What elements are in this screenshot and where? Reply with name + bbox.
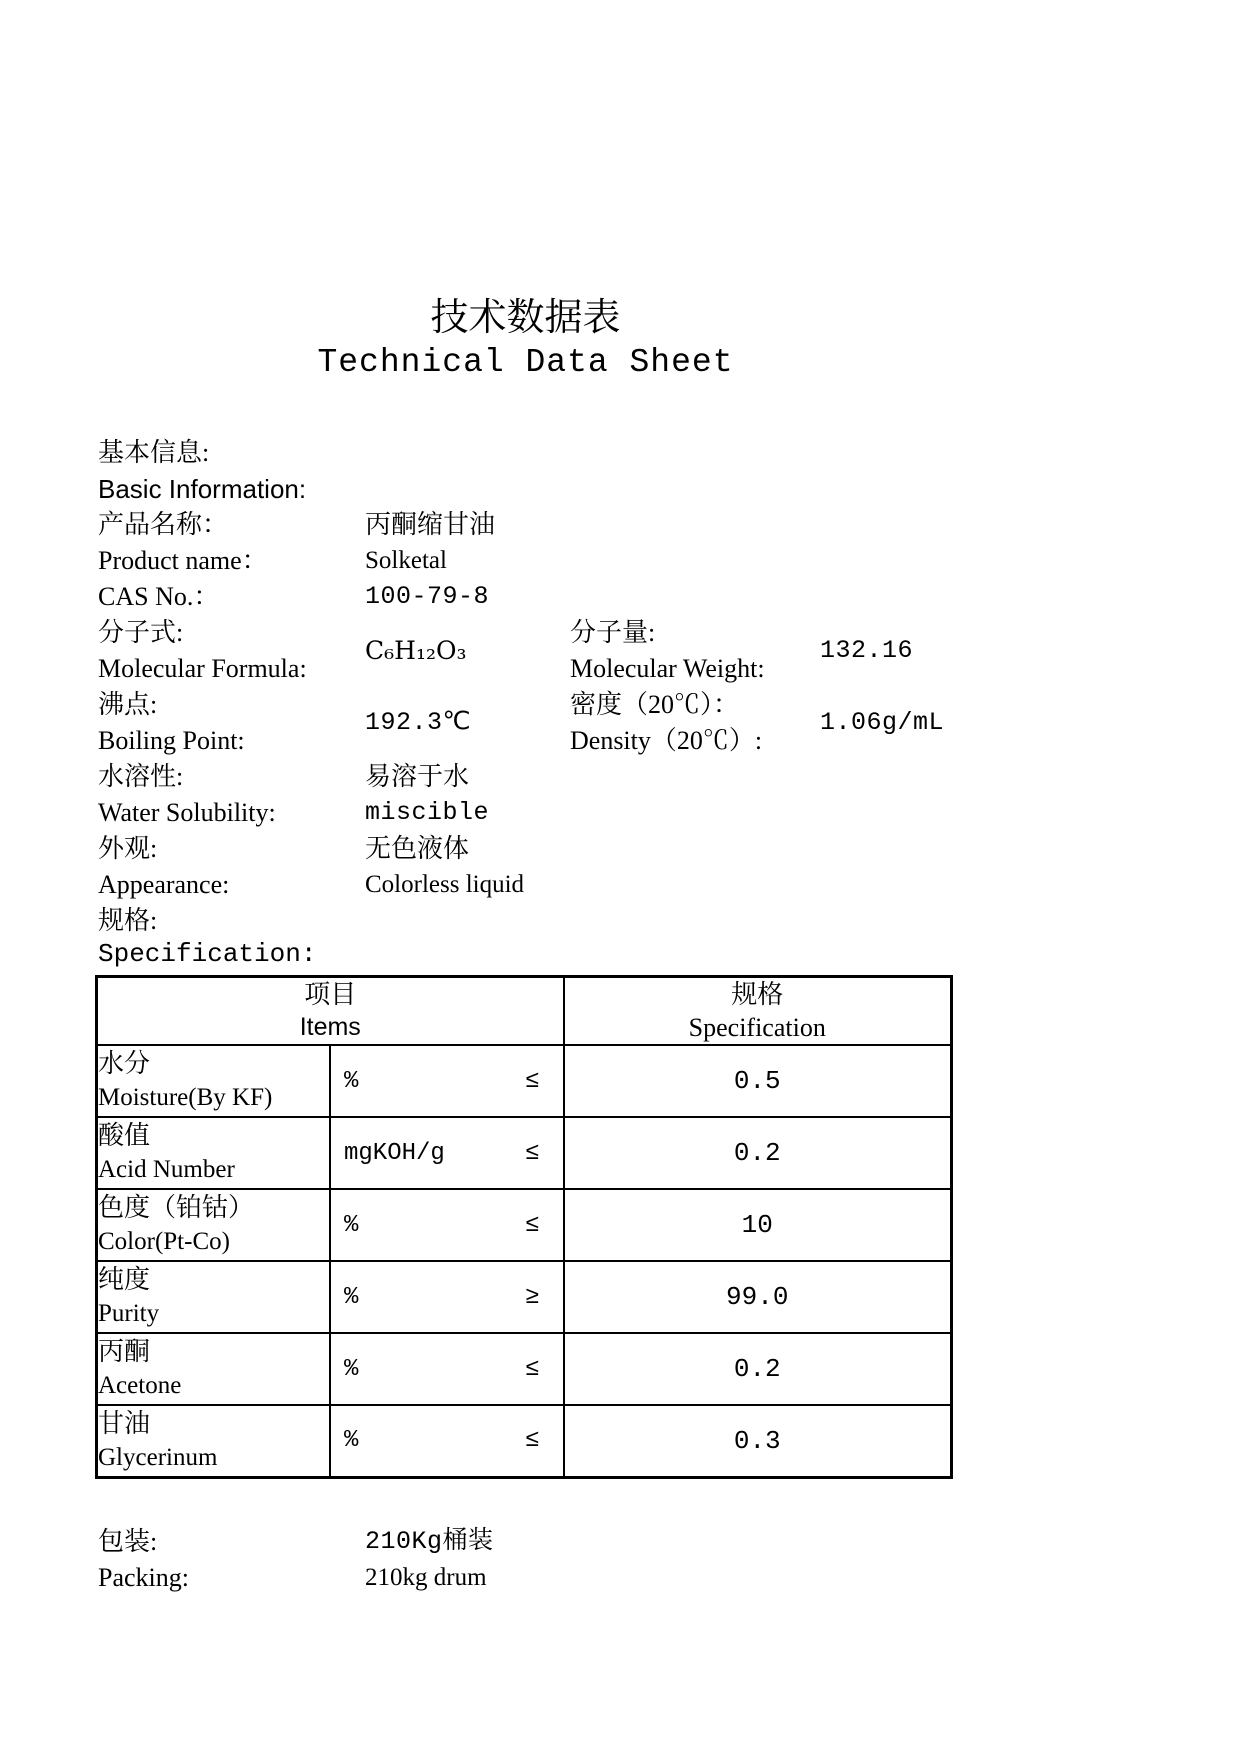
solubility-row-zh <box>98 759 953 795</box>
item-spec-value: 0.2 <box>564 1333 952 1405</box>
packing-section <box>98 1524 953 1596</box>
item-operator: ≤ <box>525 1355 540 1383</box>
spec-row-glycerinum <box>97 1405 952 1477</box>
density-label-en: Density（20℃）: <box>570 726 763 755</box>
item-spec-value: 99.0 <box>564 1261 952 1333</box>
item-name-zh: 色度（铂钴） <box>98 1193 255 1222</box>
product-name-value-en: Solketal <box>365 547 447 574</box>
item-unit-cell <box>330 1261 564 1333</box>
weight-label-zh: 分子量: <box>570 618 656 647</box>
appearance-label-zh: 外观: <box>98 834 158 863</box>
boiling-density-row <box>98 687 953 759</box>
density-value: 1.06g/mL <box>820 708 945 737</box>
spec-row-acid-number <box>97 1117 952 1189</box>
header-items-en: Items <box>299 1013 361 1041</box>
item-name-cell <box>97 1261 331 1333</box>
packing-label-zh: 包装: <box>98 1526 158 1556</box>
solubility-label-zh: 水溶性: <box>98 762 184 791</box>
cas-value: 100-79-8 <box>365 582 490 611</box>
solubility-label-en: Water Solubility: <box>98 798 276 827</box>
item-unit-cell <box>330 1405 564 1477</box>
basic-info-heading-en: Basic Information: <box>98 474 307 504</box>
formula-label-en: Molecular Formula: <box>98 654 307 683</box>
item-name-cell <box>97 1405 331 1477</box>
item-name-en: Color(Pt-Co) <box>98 1228 230 1255</box>
spec-row-moisture <box>97 1045 952 1117</box>
item-name-cell <box>97 1045 331 1117</box>
item-name-zh: 水分 <box>98 1049 151 1078</box>
item-name-zh: 酸值 <box>98 1121 151 1150</box>
boiling-value: 192.3℃ <box>365 708 472 737</box>
spec-row-purity <box>97 1261 952 1333</box>
weight-label-en: Molecular Weight: <box>570 654 765 683</box>
packing-row-en <box>98 1560 953 1596</box>
boiling-label-en: Boiling Point: <box>98 726 245 755</box>
page-title-zh: 技术数据表 <box>430 297 621 339</box>
spec-row-acetone <box>97 1333 952 1405</box>
item-unit: % <box>344 1283 359 1311</box>
weight-label <box>570 615 820 687</box>
packing-value-en: 210kg drum <box>365 1563 487 1591</box>
item-unit-cell <box>330 1189 564 1261</box>
product-name-label-zh: 产品名称： <box>98 510 229 539</box>
item-unit: % <box>344 1211 359 1239</box>
item-unit-cell <box>330 1045 564 1117</box>
item-name-en: Acid Number <box>98 1156 235 1183</box>
solubility-value-en: miscible <box>365 798 490 827</box>
packing-label-en: Packing: <box>98 1562 189 1592</box>
packing-row-zh <box>98 1524 953 1560</box>
cas-row <box>98 579 953 615</box>
item-operator: ≤ <box>525 1427 540 1455</box>
packing-value-zh: 210Kg桶装 <box>365 1526 494 1556</box>
specification-table <box>95 975 953 1479</box>
item-unit: % <box>344 1067 359 1095</box>
product-name-value-zh: 丙酮缩甘油 <box>365 510 496 539</box>
boiling-label-zh: 沸点: <box>98 690 158 719</box>
item-unit-cell <box>330 1333 564 1405</box>
item-name-en: Purity <box>98 1300 160 1327</box>
page-title-en: Technical Data Sheet <box>317 344 734 381</box>
item-name-en: Glycerinum <box>98 1443 218 1471</box>
item-spec-value: 0.2 <box>564 1117 952 1189</box>
item-name-en: Acetone <box>98 1372 182 1399</box>
basic-info-heading-zh: 基本信息: <box>98 438 210 467</box>
item-unit: mgKOH/g <box>344 1139 445 1167</box>
formula-label-zh: 分子式: <box>98 618 184 647</box>
solubility-row-en <box>98 795 953 831</box>
item-operator: ≤ <box>525 1211 540 1239</box>
appearance-value-en: Colorless liquid <box>365 871 525 898</box>
formula-weight-row <box>98 615 953 687</box>
density-label <box>570 687 820 759</box>
product-name-row-zh <box>98 507 953 543</box>
spec-row-color <box>97 1189 952 1261</box>
item-operator: ≤ <box>525 1067 540 1095</box>
spec-heading-en: Specification: <box>98 939 317 969</box>
boiling-label <box>98 687 365 759</box>
item-spec-value: 0.5 <box>564 1045 952 1117</box>
item-name-zh: 丙酮 <box>98 1337 151 1366</box>
formula-label <box>98 615 365 687</box>
item-name-zh: 纯度 <box>98 1265 151 1294</box>
item-name-cell <box>97 1333 331 1405</box>
cas-label: CAS No.： <box>98 582 220 611</box>
item-spec-value: 10 <box>564 1189 952 1261</box>
header-spec-en: Specification <box>688 1013 826 1042</box>
item-name-cell <box>97 1189 331 1261</box>
formula-value: C₆H₁₂O₃ <box>365 636 467 665</box>
appearance-row-en <box>98 867 953 903</box>
item-name-zh: 甘油 <box>98 1408 151 1438</box>
product-name-label-en: Product name： <box>98 546 268 575</box>
item-unit-cell <box>330 1117 564 1189</box>
appearance-value-zh: 无色液体 <box>365 834 470 863</box>
item-operator: ≤ <box>525 1139 540 1167</box>
header-items-zh: 项目 <box>304 980 357 1009</box>
solubility-value-zh: 易溶于水 <box>365 762 470 791</box>
density-label-zh: 密度（20℃）： <box>570 690 740 719</box>
spec-table-header-spec <box>564 977 952 1046</box>
header-spec-zh: 规格 <box>731 980 784 1009</box>
item-name-en: Moisture(By KF) <box>98 1084 273 1111</box>
appearance-row-zh <box>98 831 953 867</box>
product-name-row-en <box>98 543 953 579</box>
appearance-label-en: Appearance: <box>98 870 230 899</box>
item-unit: % <box>344 1355 359 1383</box>
item-name-cell <box>97 1117 331 1189</box>
item-spec-value: 0.3 <box>564 1405 952 1477</box>
item-unit: % <box>344 1427 359 1455</box>
spec-heading-zh: 规格: <box>98 906 158 935</box>
spec-table-header-items <box>97 977 564 1046</box>
weight-value: 132.16 <box>820 636 914 665</box>
document-content <box>98 0 953 1596</box>
spec-table-header-row <box>97 977 952 1046</box>
item-operator: ≥ <box>525 1283 540 1311</box>
